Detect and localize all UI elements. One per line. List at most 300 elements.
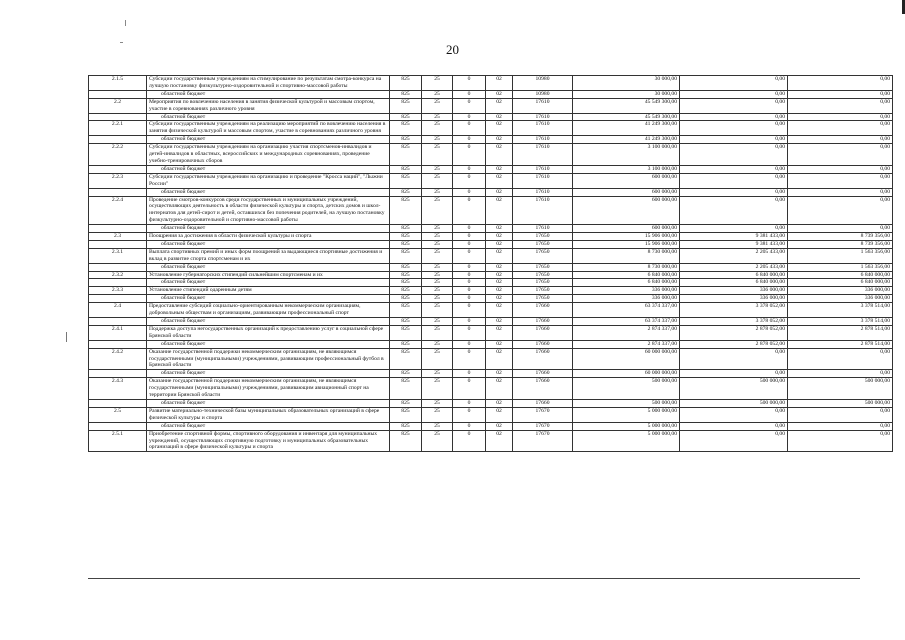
row-admin-code: 825 [390, 287, 422, 295]
row-subprogram-code: 02 [486, 422, 513, 430]
row-program-code: 0 [453, 240, 486, 248]
row-value-year3: 0,00 [788, 225, 893, 233]
row-value-year2: 2 205 433,00 [680, 263, 788, 271]
row-subprogram-code: 02 [486, 348, 513, 370]
table-row [89, 121, 893, 136]
row-admin-code: 825 [390, 121, 422, 136]
row-value-year2: 3 378 052,00 [680, 303, 788, 318]
table-row-subtotal [89, 295, 893, 303]
row-subprogram-code: 02 [486, 248, 513, 263]
row-direction-code: 17610 [513, 144, 573, 166]
row-name: Оказание государственной поддержки некоммерческим организациям, не являющимся государственными (муниципальными) учреждениями, развивающим авиационный спорт на территории Брянской области [147, 378, 390, 400]
table-row-subtotal [89, 279, 893, 287]
table-bottom-line [88, 578, 860, 579]
row-admin-code: 825 [390, 295, 422, 303]
row-code [89, 295, 147, 303]
row-value-year3: 8 739 356,00 [788, 240, 893, 248]
table-row-subtotal [89, 225, 893, 233]
row-section-code: 25 [422, 98, 453, 113]
row-value-year3: 0,00 [788, 113, 893, 121]
table-row [89, 144, 893, 166]
table-row-subtotal [89, 422, 893, 430]
row-name: областной бюджет [147, 225, 390, 233]
row-name: Субсидии государственным учреждениям на реализацию мероприятий по вовлечению населения в занятия физической культурой и массовым спортом, участие в соревнованиях различного уровня [147, 121, 390, 136]
row-value-year1: 45 549 300,00 [573, 98, 680, 113]
row-section-code: 25 [422, 279, 453, 287]
row-value-year2: 0,00 [680, 136, 788, 144]
row-value-year2: 0,00 [680, 348, 788, 370]
row-value-year1: 5 000 000,00 [573, 407, 680, 422]
row-value-year3: 0,00 [788, 430, 893, 452]
row-direction-code: 17610 [513, 196, 573, 225]
row-code [89, 188, 147, 196]
row-code [89, 370, 147, 378]
row-section-code: 25 [422, 399, 453, 407]
row-program-code: 0 [453, 196, 486, 225]
table-row [89, 303, 893, 318]
row-section-code: 25 [422, 407, 453, 422]
row-value-year3: 2 878 514,00 [788, 325, 893, 340]
row-name: Субсидии государственным учреждениям на стимулирование по результатам смотра-конкурса на лучшую постановку физкультурно-оздоровительной и спортивно-массовой работы [147, 76, 390, 91]
table-row [89, 173, 893, 188]
row-section-code: 25 [422, 340, 453, 348]
row-subprogram-code: 02 [486, 121, 513, 136]
row-subprogram-code: 02 [486, 318, 513, 326]
row-direction-code: 17610 [513, 98, 573, 113]
row-value-year3: 0,00 [788, 144, 893, 166]
row-subprogram-code: 02 [486, 90, 513, 98]
row-admin-code: 825 [390, 399, 422, 407]
row-code [89, 90, 147, 98]
row-admin-code: 825 [390, 248, 422, 263]
row-program-code: 0 [453, 370, 486, 378]
row-section-code: 25 [422, 113, 453, 121]
row-section-code: 25 [422, 318, 453, 326]
row-value-year1: 15 906 000,00 [573, 233, 680, 241]
row-direction-code: 17610 [513, 225, 573, 233]
row-admin-code: 825 [390, 318, 422, 326]
row-subprogram-code: 02 [486, 240, 513, 248]
table-row-subtotal [89, 340, 893, 348]
row-value-year1: 8 730 000,00 [573, 248, 680, 263]
row-subprogram-code: 02 [486, 188, 513, 196]
row-value-year1: 600 000,00 [573, 173, 680, 188]
row-program-code: 0 [453, 378, 486, 400]
row-value-year3: 0,00 [788, 136, 893, 144]
row-subprogram-code: 02 [486, 399, 513, 407]
row-code [89, 422, 147, 430]
row-admin-code: 825 [390, 348, 422, 370]
row-direction-code: 17650 [513, 240, 573, 248]
row-name: областной бюджет [147, 295, 390, 303]
row-name: областной бюджет [147, 422, 390, 430]
row-code: 2.3.2 [89, 271, 147, 279]
row-program-code: 0 [453, 188, 486, 196]
row-value-year3: 336 000,00 [788, 287, 893, 295]
table-row [89, 348, 893, 370]
row-name: Предоставление субсидий социально-ориентированным некоммерческим организациям, добровольным обществам и организациям, развивающим профессиональный спорт [147, 303, 390, 318]
row-name: областной бюджет [147, 240, 390, 248]
row-program-code: 0 [453, 136, 486, 144]
row-value-year1: 15 906 000,00 [573, 240, 680, 248]
row-value-year3: 0,00 [788, 76, 893, 91]
row-program-code: 0 [453, 325, 486, 340]
row-value-year3: 0,00 [788, 173, 893, 188]
row-admin-code: 825 [390, 340, 422, 348]
row-section-code: 25 [422, 233, 453, 241]
row-direction-code: 17610 [513, 188, 573, 196]
row-value-year3: 0,00 [788, 90, 893, 98]
row-section-code: 25 [422, 76, 453, 91]
row-value-year3: 0,00 [788, 121, 893, 136]
row-program-code: 0 [453, 287, 486, 295]
row-name: Поддержка доступа негосударственных организаций к предоставлению услуг в социальной сфере Брянской области [147, 325, 390, 340]
row-section-code: 25 [422, 263, 453, 271]
row-program-code: 0 [453, 173, 486, 188]
row-value-year2: 0,00 [680, 225, 788, 233]
row-subprogram-code: 02 [486, 340, 513, 348]
table-row-subtotal [89, 165, 893, 173]
row-admin-code: 825 [390, 225, 422, 233]
row-direction-code: 10980 [513, 76, 573, 91]
row-value-year1: 5 000 000,00 [573, 430, 680, 452]
row-name: областной бюджет [147, 90, 390, 98]
row-program-code: 0 [453, 279, 486, 287]
row-code [89, 240, 147, 248]
row-value-year2: 0,00 [680, 422, 788, 430]
table-row [89, 287, 893, 295]
row-value-year1: 600 000,00 [573, 196, 680, 225]
row-name: Субсидии государственным учреждениям на организацию участия спортсменов-инвалидов и детей-инвалидов в областных, всероссийских и международных соревнованиях, проведение учебно-тренировочных сборов [147, 144, 390, 166]
row-direction-code: 17610 [513, 121, 573, 136]
row-direction-code: 17660 [513, 399, 573, 407]
row-name: Мероприятия по вовлечению населения в занятия физической культурой и массовым спортом, участие в соревнованиях различного уровня [147, 98, 390, 113]
row-section-code: 25 [422, 378, 453, 400]
table-row [89, 378, 893, 400]
row-name: Установление губернаторских стипендий сильнейшим спортсменам и их [147, 271, 390, 279]
row-code: 2.3 [89, 233, 147, 241]
row-program-code: 0 [453, 295, 486, 303]
row-subprogram-code: 02 [486, 113, 513, 121]
row-value-year2: 6 840 000,00 [680, 271, 788, 279]
row-value-year1: 6 840 000,00 [573, 271, 680, 279]
row-direction-code: 17670 [513, 422, 573, 430]
row-direction-code: 17660 [513, 348, 573, 370]
row-admin-code: 825 [390, 430, 422, 452]
table-row-subtotal [89, 240, 893, 248]
row-value-year3: 500 000,00 [788, 399, 893, 407]
row-value-year1: 2 874 337,00 [573, 340, 680, 348]
row-admin-code: 825 [390, 279, 422, 287]
row-program-code: 0 [453, 121, 486, 136]
row-code: 2.4 [89, 303, 147, 318]
row-section-code: 25 [422, 144, 453, 166]
row-section-code: 25 [422, 225, 453, 233]
row-direction-code: 17610 [513, 173, 573, 188]
row-name: областной бюджет [147, 399, 390, 407]
row-section-code: 25 [422, 196, 453, 225]
row-name: Установление стипендий одаренным детям [147, 287, 390, 295]
row-program-code: 0 [453, 263, 486, 271]
table-row [89, 271, 893, 279]
row-admin-code: 825 [390, 188, 422, 196]
row-section-code: 25 [422, 303, 453, 318]
row-value-year3: 0,00 [788, 188, 893, 196]
row-value-year2: 0,00 [680, 113, 788, 121]
table-row-subtotal [89, 370, 893, 378]
row-value-year1: 336 000,00 [573, 295, 680, 303]
row-name: областной бюджет [147, 188, 390, 196]
row-value-year2: 500 000,00 [680, 399, 788, 407]
row-value-year2: 0,00 [680, 407, 788, 422]
row-subprogram-code: 02 [486, 136, 513, 144]
table-row [89, 430, 893, 452]
row-section-code: 25 [422, 165, 453, 173]
row-value-year2: 9 381 433,00 [680, 233, 788, 241]
row-direction-code: 17670 [513, 430, 573, 452]
table-row-subtotal [89, 399, 893, 407]
row-value-year3: 6 840 000,00 [788, 271, 893, 279]
row-value-year1: 45 549 300,00 [573, 113, 680, 121]
row-program-code: 0 [453, 318, 486, 326]
row-subprogram-code: 02 [486, 430, 513, 452]
row-value-year1: 500 000,00 [573, 378, 680, 400]
row-code: 2.4.1 [89, 325, 147, 340]
row-value-year2: 0,00 [680, 121, 788, 136]
row-value-year2: 0,00 [680, 196, 788, 225]
row-program-code: 0 [453, 76, 486, 91]
row-name: областной бюджет [147, 370, 390, 378]
row-value-year2: 0,00 [680, 76, 788, 91]
table-row-subtotal [89, 318, 893, 326]
table-row-subtotal [89, 188, 893, 196]
row-direction-code: 17660 [513, 340, 573, 348]
row-value-year1: 63 374 337,00 [573, 318, 680, 326]
row-code [89, 399, 147, 407]
row-code [89, 340, 147, 348]
row-code [89, 165, 147, 173]
row-code: 2.1.5 [89, 76, 147, 91]
row-value-year2: 9 381 433,00 [680, 240, 788, 248]
row-admin-code: 825 [390, 165, 422, 173]
row-subprogram-code: 02 [486, 98, 513, 113]
row-value-year2: 0,00 [680, 430, 788, 452]
row-code [89, 136, 147, 144]
row-subprogram-code: 02 [486, 378, 513, 400]
row-value-year1: 3 100 000,00 [573, 144, 680, 166]
row-code: 2.4.2 [89, 348, 147, 370]
row-value-year3: 0,00 [788, 407, 893, 422]
row-section-code: 25 [422, 430, 453, 452]
row-program-code: 0 [453, 233, 486, 241]
row-code: 2.2.3 [89, 173, 147, 188]
row-name: Проведение смотров-конкурсов среди государственных и муниципальных учреждений, осуществляющих деятельность в области физической культуры и спорта, детских домов и школ-интернатов для детей-сирот и детей, оставшихся без попечения родителей, на лучшую постановку физкультурно-оздоровительной и спортивно-массовой работы [147, 196, 390, 225]
row-name: Поощрения за достижения в области физической культуры и спорта [147, 233, 390, 241]
row-direction-code: 17660 [513, 318, 573, 326]
row-value-year3: 8 739 356,00 [788, 233, 893, 241]
row-code [89, 318, 147, 326]
table-row [89, 233, 893, 241]
row-program-code: 0 [453, 399, 486, 407]
row-name: Приобретение спортивной формы, спортивного оборудования и инвентаря для муниципальных учреждений, осуществляющих спортивную подготовку и муниципальных образовательных организаций в сфере физической культуры и спорта [147, 430, 390, 452]
row-direction-code: 17610 [513, 113, 573, 121]
row-name: областной бюджет [147, 263, 390, 271]
row-section-code: 25 [422, 295, 453, 303]
row-subprogram-code: 02 [486, 263, 513, 271]
row-admin-code: 825 [390, 378, 422, 400]
row-value-year1: 2 874 337,00 [573, 325, 680, 340]
row-section-code: 25 [422, 287, 453, 295]
row-admin-code: 825 [390, 325, 422, 340]
row-admin-code: 825 [390, 240, 422, 248]
row-direction-code: 17660 [513, 303, 573, 318]
row-subprogram-code: 02 [486, 233, 513, 241]
row-value-year3: 500 000,00 [788, 378, 893, 400]
row-value-year3: 1 563 356,00 [788, 263, 893, 271]
row-section-code: 25 [422, 325, 453, 340]
row-admin-code: 825 [390, 263, 422, 271]
row-admin-code: 825 [390, 370, 422, 378]
row-program-code: 0 [453, 340, 486, 348]
row-code [89, 279, 147, 287]
row-value-year3: 0,00 [788, 370, 893, 378]
row-section-code: 25 [422, 136, 453, 144]
row-value-year2: 0,00 [680, 90, 788, 98]
row-value-year3: 0,00 [788, 422, 893, 430]
row-name: Субсидии государственным учреждениям на организацию и проведение "Кросса наций", "Лыжни России" [147, 173, 390, 188]
row-value-year3: 336 000,00 [788, 295, 893, 303]
table-row-subtotal [89, 90, 893, 98]
row-section-code: 25 [422, 240, 453, 248]
row-section-code: 25 [422, 121, 453, 136]
row-direction-code: 17650 [513, 233, 573, 241]
row-subprogram-code: 02 [486, 144, 513, 166]
row-value-year1: 60 000 000,00 [573, 348, 680, 370]
row-section-code: 25 [422, 422, 453, 430]
row-direction-code: 17650 [513, 271, 573, 279]
row-admin-code: 825 [390, 303, 422, 318]
row-value-year1: 500 000,00 [573, 399, 680, 407]
row-code [89, 113, 147, 121]
row-admin-code: 825 [390, 407, 422, 422]
row-name: Выплата спортивных премий и иных форм поощрений за выдающиеся спортивные достижения и вклад в развитие спорта спортсменам и их [147, 248, 390, 263]
budget-table [88, 75, 893, 452]
row-section-code: 25 [422, 248, 453, 263]
row-value-year1: 600 000,00 [573, 225, 680, 233]
row-admin-code: 825 [390, 98, 422, 113]
row-value-year1: 60 000 000,00 [573, 370, 680, 378]
row-program-code: 0 [453, 90, 486, 98]
row-program-code: 0 [453, 271, 486, 279]
row-program-code: 0 [453, 348, 486, 370]
row-value-year1: 5 000 000,00 [573, 422, 680, 430]
row-value-year1: 8 730 000,00 [573, 263, 680, 271]
row-program-code: 0 [453, 113, 486, 121]
scan-speck [125, 20, 126, 26]
table-row-subtotal [89, 136, 893, 144]
row-subprogram-code: 02 [486, 295, 513, 303]
row-value-year3: 1 563 356,00 [788, 248, 893, 263]
row-admin-code: 825 [390, 271, 422, 279]
row-value-year2: 3 378 052,00 [680, 318, 788, 326]
row-direction-code: 17670 [513, 407, 573, 422]
row-direction-code: 17650 [513, 263, 573, 271]
row-program-code: 0 [453, 165, 486, 173]
row-code: 2.2 [89, 98, 147, 113]
row-value-year3: 0,00 [788, 165, 893, 173]
row-code: 2.3.3 [89, 287, 147, 295]
row-code: 2.5.1 [89, 430, 147, 452]
row-value-year2: 2 878 052,00 [680, 325, 788, 340]
table-row [89, 248, 893, 263]
row-program-code: 0 [453, 430, 486, 452]
row-value-year2: 0,00 [680, 98, 788, 113]
budget-table-body [89, 76, 893, 452]
row-value-year2: 2 205 433,00 [680, 248, 788, 263]
row-name: областной бюджет [147, 136, 390, 144]
row-code: 2.3.1 [89, 248, 147, 263]
row-section-code: 25 [422, 90, 453, 98]
row-program-code: 0 [453, 144, 486, 166]
row-value-year3: 0,00 [788, 196, 893, 225]
row-code [89, 225, 147, 233]
table-row-subtotal [89, 263, 893, 271]
row-name: Оказание государственной поддержки некоммерческим организациям, не являющимся государственными (муниципальными) учреждениями, развивающим профессиональный футбол в Брянской области [147, 348, 390, 370]
row-direction-code: 17660 [513, 325, 573, 340]
row-code: 2.4.3 [89, 378, 147, 400]
row-program-code: 0 [453, 422, 486, 430]
row-name: областной бюджет [147, 165, 390, 173]
row-admin-code: 825 [390, 196, 422, 225]
row-direction-code: 17650 [513, 295, 573, 303]
row-section-code: 25 [422, 370, 453, 378]
row-program-code: 0 [453, 225, 486, 233]
row-code: 2.2.2 [89, 144, 147, 166]
table-row [89, 325, 893, 340]
row-code: 2.2.1 [89, 121, 147, 136]
row-direction-code: 17650 [513, 287, 573, 295]
row-value-year2: 2 878 052,00 [680, 340, 788, 348]
row-program-code: 0 [453, 248, 486, 263]
row-subprogram-code: 02 [486, 76, 513, 91]
scan-speck [66, 332, 67, 342]
row-value-year3: 3 378 514,00 [788, 318, 893, 326]
row-admin-code: 825 [390, 144, 422, 166]
row-section-code: 25 [422, 188, 453, 196]
row-admin-code: 825 [390, 76, 422, 91]
row-value-year2: 0,00 [680, 370, 788, 378]
row-section-code: 25 [422, 271, 453, 279]
row-value-year1: 6 840 000,00 [573, 279, 680, 287]
row-admin-code: 825 [390, 136, 422, 144]
row-subprogram-code: 02 [486, 407, 513, 422]
row-value-year3: 0,00 [788, 98, 893, 113]
row-subprogram-code: 02 [486, 196, 513, 225]
row-subprogram-code: 02 [486, 165, 513, 173]
row-subprogram-code: 02 [486, 325, 513, 340]
row-value-year2: 0,00 [680, 188, 788, 196]
table-row-subtotal [89, 113, 893, 121]
row-program-code: 0 [453, 407, 486, 422]
row-subprogram-code: 02 [486, 287, 513, 295]
row-admin-code: 825 [390, 113, 422, 121]
row-admin-code: 825 [390, 90, 422, 98]
page-number: 20 [446, 42, 459, 57]
row-subprogram-code: 02 [486, 370, 513, 378]
row-code [89, 263, 147, 271]
row-value-year2: 500 000,00 [680, 378, 788, 400]
row-value-year1: 600 000,00 [573, 188, 680, 196]
